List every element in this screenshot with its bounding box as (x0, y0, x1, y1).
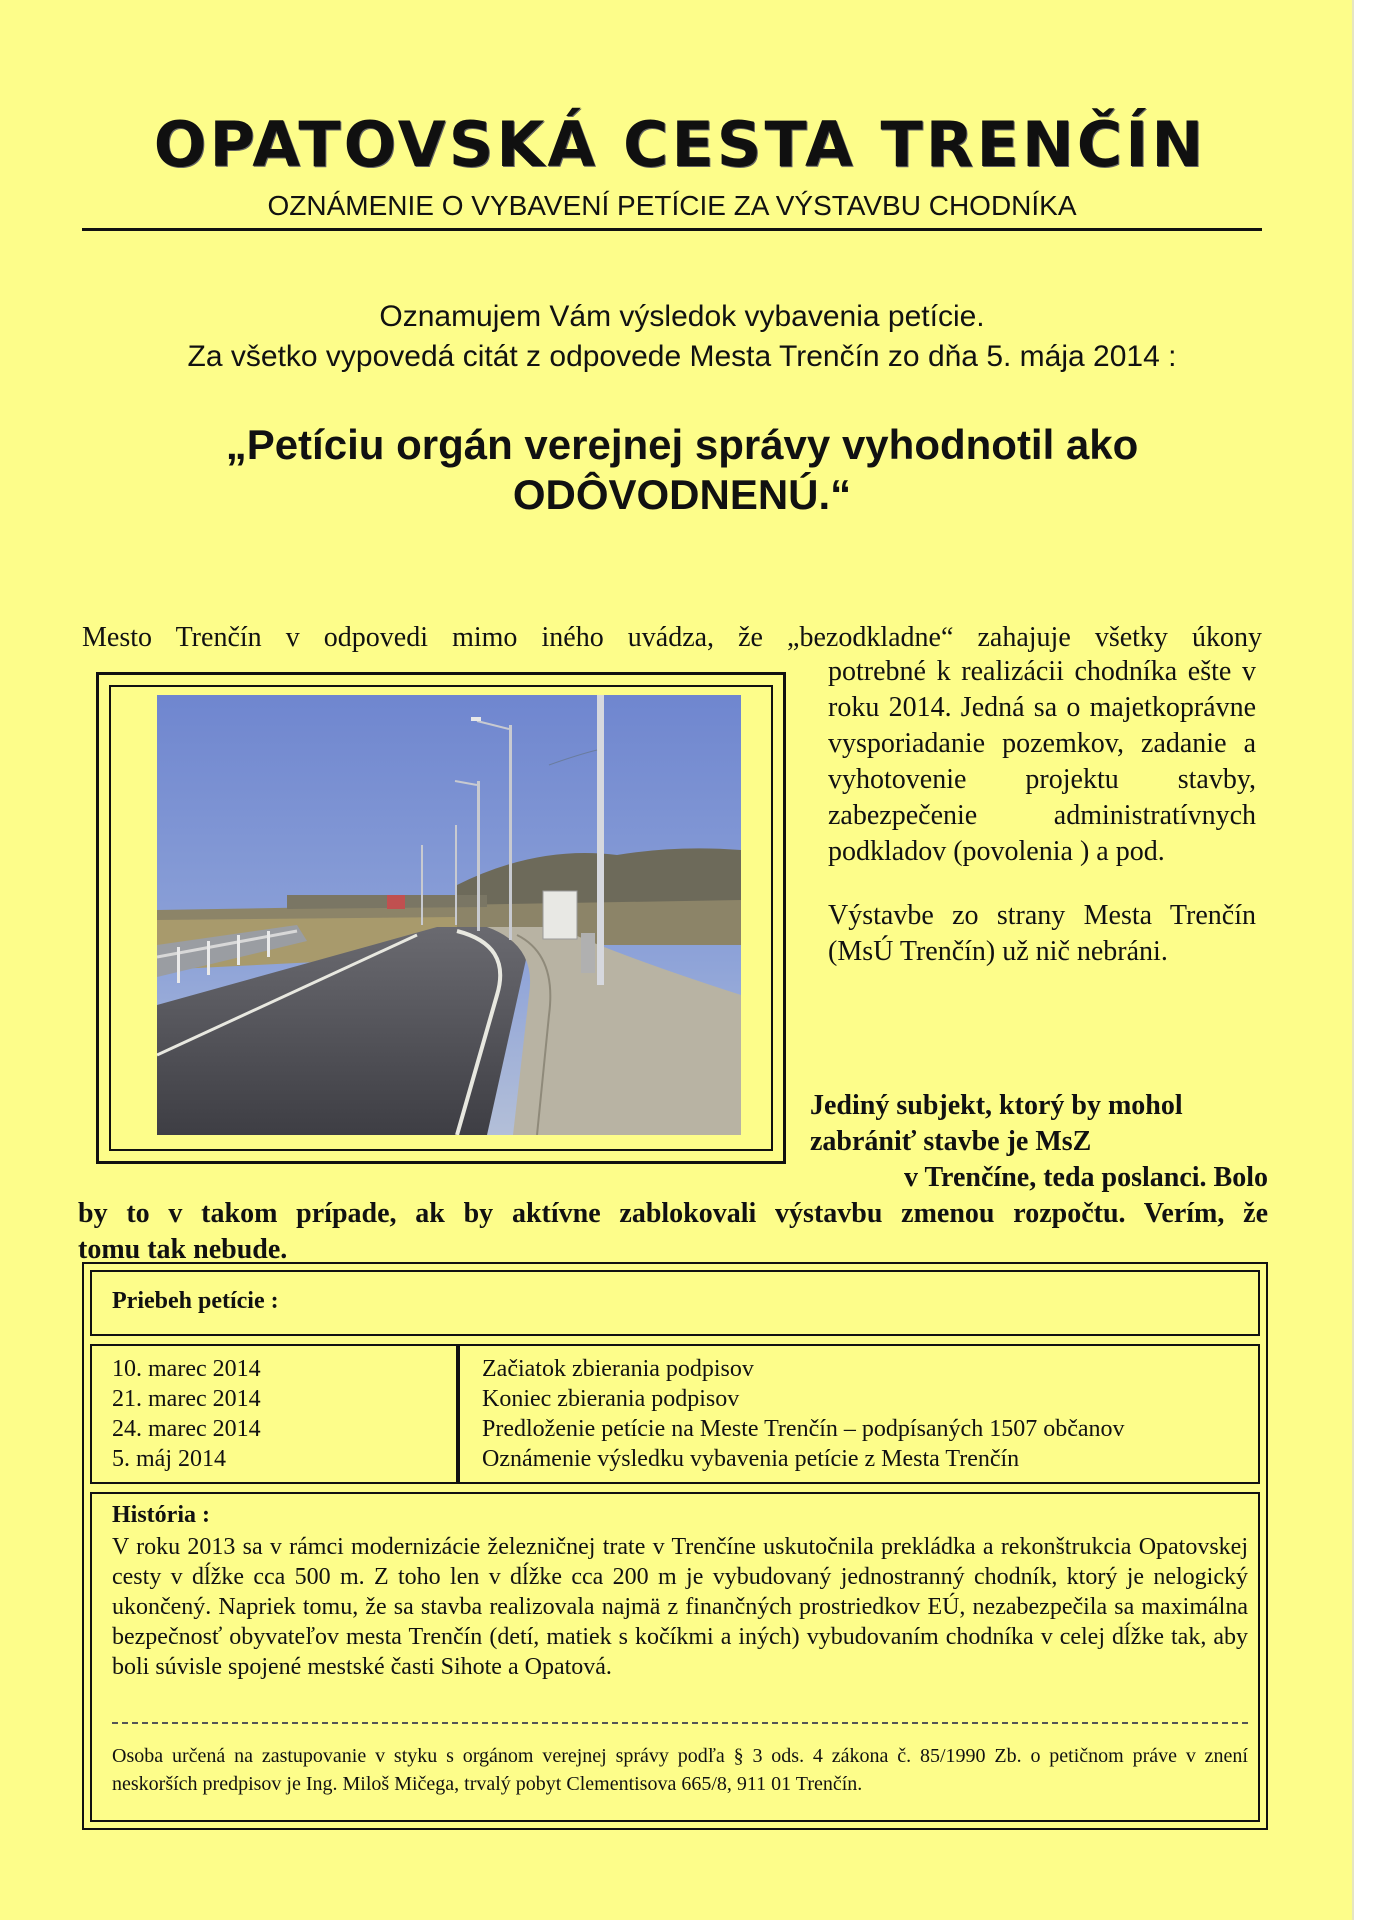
events-list (482, 1354, 1125, 1474)
bold-line-4: tomu tak nebude. (78, 1234, 288, 1265)
petition-table (82, 1262, 1268, 1830)
date-row: 24. marec 2014 (112, 1416, 261, 1442)
table-header-cell (90, 1270, 1260, 1336)
quote-block (82, 420, 1282, 520)
date-row: 21. marec 2014 (112, 1386, 261, 1412)
dashed-divider (112, 1722, 1248, 1724)
side-text-column (828, 654, 1256, 970)
dates-list (112, 1354, 261, 1474)
events-cell (458, 1344, 1260, 1484)
event-row: Začiatok zbierania podpisov (482, 1356, 754, 1382)
bold-line-1: Jediný subjekt, ktorý by mohol zabrániť stavbe je MsZ (810, 1090, 1183, 1157)
page-subtitle: OZNÁMENIE O VYBAVENÍ PETÍCIE ZA VÝSTAVBU CHODNÍKA (267, 190, 1077, 221)
photo-frame (96, 672, 786, 1164)
intro-line-2: Za všetko vypovedá citát z odpovede Mesta Trenčín zo dňa 5. mája 2014 : (187, 340, 1177, 373)
paragraph-intro-line: Mesto Trenčín v odpovedi mimo iného uvádza, že „bezodkladne“ zahajuje všetky úkony (82, 622, 1262, 653)
intro-text (82, 297, 1282, 377)
intro-line-1: Oznamujem Vám výsledok vybavenia petície. (379, 300, 985, 333)
quote-line-2: ODÔVODNENÚ.“ (512, 471, 852, 518)
event-row: Predloženie petície na Meste Trenčín – podpísaných 1507 občanov (482, 1416, 1125, 1442)
bold-paragraph-start (810, 1088, 1240, 1160)
page-title: OPATOVSKÁ CESTA TRENČÍN (153, 108, 1207, 181)
event-row: Oznámenie výsledku vybavenia petície z Mesta Trenčín (482, 1446, 1020, 1472)
paragraph-2: Výstavbe zo strany Mesta Trenčín (MsÚ Trenčín) už nič nebráni. (828, 900, 1256, 967)
bold-line-2: v Trenčíne, teda poslanci. Bolo (903, 1162, 1268, 1193)
history-title: História : (112, 1502, 210, 1528)
road-photo (157, 695, 741, 1135)
quote-line-1: „Petíciu orgán verejnej správy vyhodnotil ako (225, 421, 1139, 468)
footnote-text: Osoba určená na zastupovanie v styku s orgánom verejnej správy podľa § 3 ods. 4 zákona č. 85/1990 Zb. o petičnom práve v znení neskorších predpisov je Ing. Miloš Mičega, trvalý pobyt Clementisova 665/8, 911 01 Trenčín. (112, 1745, 1248, 1795)
paragraph-1-rest: potrebné k realizácii chodníka ešte v roku 2014. Jedná sa o majetkoprávne vysporiadanie pozemkov, zadanie a vyhotovenie projektu stavby, zabezpečenie administratívnych podkladov (povolenia ) a pod. (828, 656, 1256, 867)
table-header-label: Priebeh petície : (112, 1288, 279, 1314)
bold-line-3: by to v takom prípade, ak by aktívne zablokovali výstavbu zmenou rozpočtu. Verím, že (78, 1198, 1268, 1229)
date-row: 10. marec 2014 (112, 1356, 261, 1382)
title-underline (82, 228, 1262, 231)
history-text: V roku 2013 sa v rámci modernizácie železničnej trate v Trenčíne uskutočnila prekládka a rekonštrukcia Opatovskej cesty v dĺžke cca 500 m. Z toho len v dĺžke cca 200 m je vybudovaný jednostranný chodník, ktorý je nelogický ukončený. Napriek tomu, že sa stavba realizovala najmä z finančných prostriedkov EÚ, nezabezpečila sa maximálna bezpečnosť obyvateľov mesta Trenčín (detí, matiek s kočíkmi a iných) vybudovaním chodníka v celej dĺžke tak, aby boli súvisle spojené mestské časti Sihote a Opatová. (112, 1534, 1248, 1680)
scan-margin (1354, 0, 1388, 1920)
history-cell (90, 1492, 1260, 1822)
bold-paragraph-rest (78, 1160, 1268, 1268)
date-row: 5. máj 2014 (112, 1446, 226, 1472)
event-row: Koniec zbierania podpisov (482, 1386, 740, 1412)
dates-cell (90, 1344, 458, 1484)
